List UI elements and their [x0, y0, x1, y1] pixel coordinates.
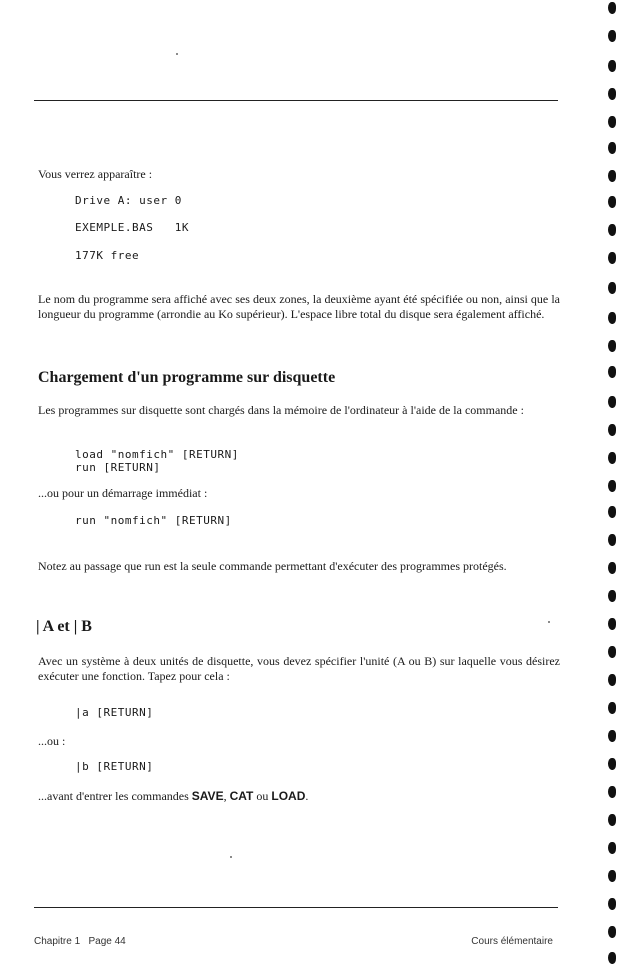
listing-line-file: EXEMPLE.BAS 1K [75, 221, 189, 234]
heading-chargement: Chargement d'un programme sur disquette [38, 369, 336, 386]
paragraph-drive-select: Avec un système à deux unités de disquette, vous devez spécifier l'unité (A ou B) sur laquelle vous désirez exécuter une fonction. Tapez pour cela : [38, 654, 560, 683]
code-run: run [RETURN] [75, 461, 161, 474]
separator-comma: , [223, 789, 230, 803]
paragraph-protected-note: Notez au passage que run est la seule commande permettant d'exécuter des programmes protégés. [38, 559, 507, 573]
code-load: load "nomfich" [RETURN] [75, 448, 239, 461]
code-select-b: |b [RETURN] [75, 760, 154, 773]
paragraph-load-intro: Les programmes sur disquette sont chargés dans la mémoire de l'ordinateur à l'aide de la commande : [38, 403, 524, 417]
period: . [305, 789, 309, 803]
scan-speck [548, 621, 550, 623]
paragraph-before-commands [38, 789, 308, 804]
text-or: ...ou : [38, 734, 66, 748]
command-load: LOAD [271, 789, 306, 803]
code-run-nomfich: run "nomfich" [RETURN] [75, 514, 232, 527]
listing-line-drive: Drive A: user 0 [75, 194, 182, 207]
code-select-a: |a [RETURN] [75, 706, 154, 719]
heading-a-et-b: | A et | B [36, 618, 92, 635]
intro-text: Vous verrez apparaître : [38, 167, 153, 181]
footer-rule [34, 907, 558, 908]
listing-line-free: 177K free [75, 249, 140, 262]
command-cat: CAT [229, 789, 254, 803]
scan-speck [230, 856, 232, 858]
separator-ou: ou [253, 789, 272, 803]
footer-chapter-page: Chapitre 1 Page 44 [34, 936, 126, 947]
scan-speck [176, 53, 178, 55]
text-or-immediate: ...ou pour un démarrage immédiat : [38, 486, 208, 500]
paragraph-program-name: Le nom du programme sera affiché avec ses deux zones, la deuxième ayant été spécifiée ou non, ainsi que la longueur du programme (arrondie au Ko supérieur). L'espace libre total du disque sera également affiché. [38, 292, 560, 321]
binding-edge [605, 0, 619, 972]
footer-section-name: Cours élémentaire [471, 936, 553, 947]
header-rule [34, 100, 558, 101]
command-save: SAVE [191, 789, 224, 803]
before-text: ...avant d'entrer les commandes [38, 789, 192, 803]
